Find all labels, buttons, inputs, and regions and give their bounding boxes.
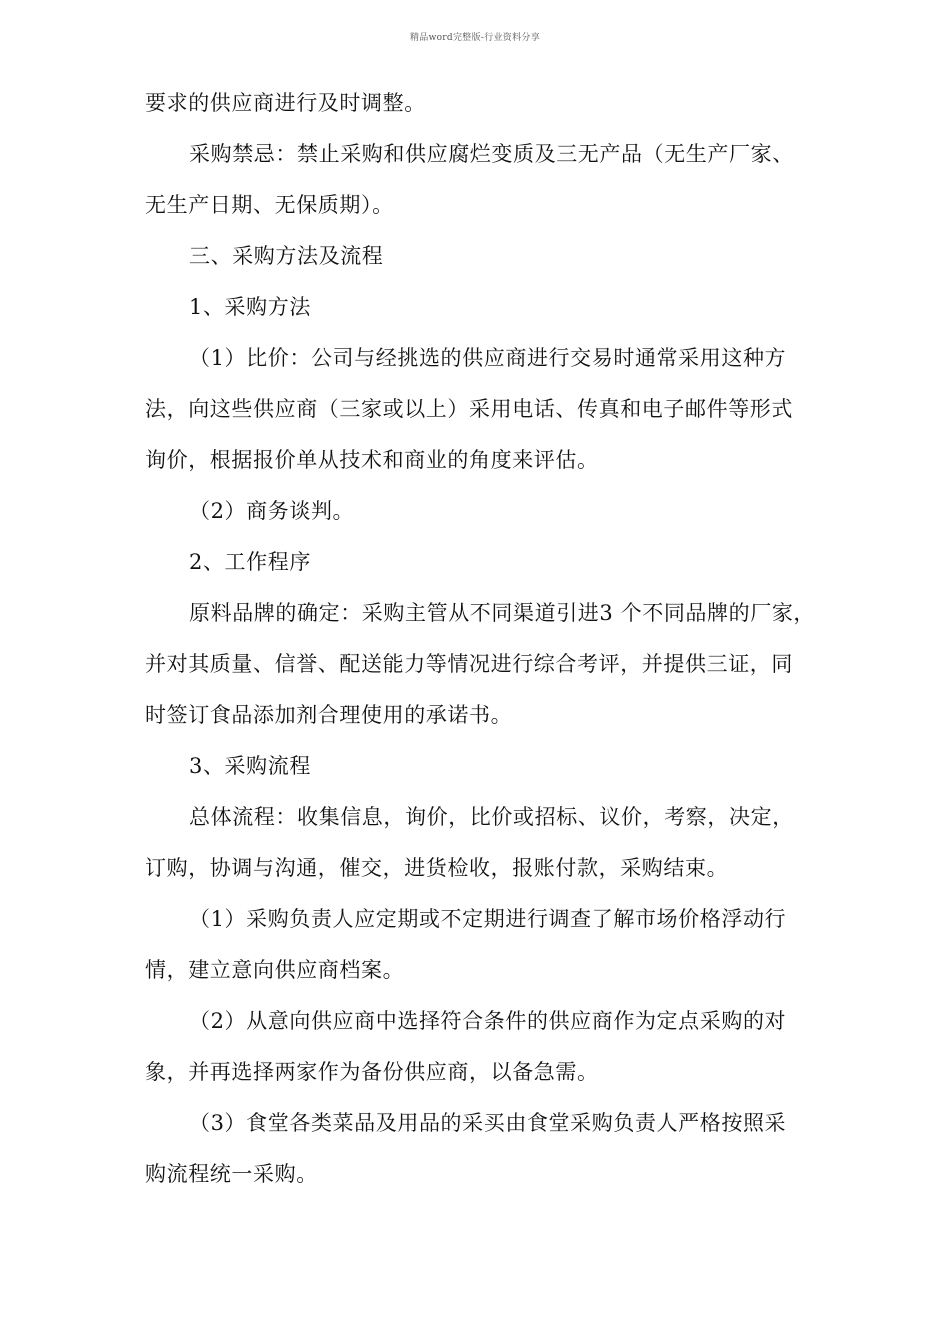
text-line: 总体流程：收集信息，询价，比价或招标、议价，考察，决定， xyxy=(189,805,794,829)
section-heading: 三、采购方法及流程 xyxy=(189,244,384,268)
text-line: 原料品牌的确定：采购主管从不同渠道引进3 个不同品牌的厂家， xyxy=(189,601,816,625)
text-line: 购流程统一采购。 xyxy=(145,1162,318,1186)
subsection-heading: 2、工作程序 xyxy=(189,550,311,574)
subsection-heading: 1、采购方法 xyxy=(189,295,311,319)
text-line: （2）从意向供应商中选择符合条件的供应商作为定点采购的对 xyxy=(189,1009,787,1033)
text-line: （1）采购负责人应定期或不定期进行调查了解市场价格浮动行 xyxy=(189,907,787,931)
text-line: （3）食堂各类菜品及用品的采买由食堂采购负责人严格按照采 xyxy=(189,1111,787,1135)
text-line: 要求的供应商进行及时调整。 xyxy=(145,91,426,115)
text-line: 并对其质量、信誉、配送能力等情况进行综合考评，并提供三证，同 xyxy=(145,652,793,676)
text-line: （2）商务谈判。 xyxy=(189,499,355,523)
text-line: （1）比价：公司与经挑选的供应商进行交易时通常采用这种方 xyxy=(189,346,787,370)
subsection-heading: 3、采购流程 xyxy=(189,754,311,778)
text-line: 法，向这些供应商（三家或以上）采用电话、传真和电子邮件等形式 xyxy=(145,397,793,421)
text-line: 象，并再选择两家作为备份供应商，以备急需。 xyxy=(145,1060,599,1084)
text-line: 询价，根据报价单从技术和商业的角度来评估。 xyxy=(145,448,599,472)
text-line: 采购禁忌：禁止采购和供应腐烂变质及三无产品（无生产厂家、 xyxy=(189,142,794,166)
text-line: 时签订食品添加剂合理使用的承诺书。 xyxy=(145,703,513,727)
text-line: 订购，协调与沟通，催交，进货检收，报账付款，采购结束。 xyxy=(145,856,729,880)
text-line: 情，建立意向供应商档案。 xyxy=(145,958,405,982)
page-header: 精品word完整版-行业资料分享 xyxy=(409,33,541,43)
document-body xyxy=(145,78,815,1200)
text-line: 无生产日期、无保质期）。 xyxy=(145,193,394,217)
